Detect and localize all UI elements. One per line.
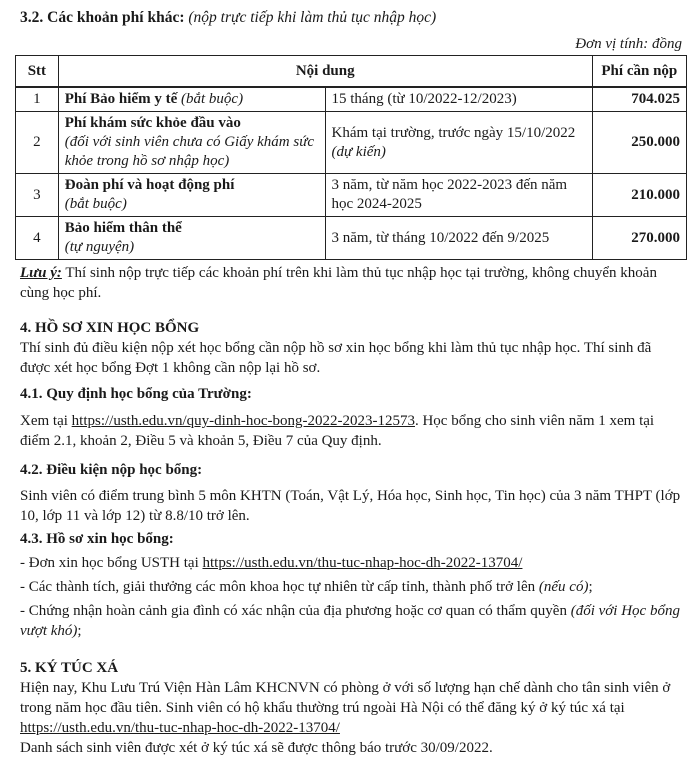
section-5 bbox=[20, 658, 685, 758]
section-4-2-text: Sinh viên có điểm trung bình 5 môn KHTN (Toán, Vật Lý, Hóa học, Sinh học, Tin học) của 3 năm THPT (lớp 10, lớp 11 và lớp 12) từ 8.8/10 trở lên. bbox=[20, 488, 681, 524]
row-name-note: (tự nguyện) bbox=[64, 239, 135, 255]
row-name-cell bbox=[58, 87, 325, 112]
list-item bbox=[20, 577, 685, 597]
row-name-note: (bắt buộc) bbox=[181, 91, 244, 107]
row-name: Phí khám sức khỏe đầu vào bbox=[64, 115, 241, 131]
note-text: Thí sinh nộp trực tiếp các khoản phí trên khi làm thủ tục nhập học tại trường, không chuyển khoản cùng học phí. bbox=[20, 265, 657, 301]
row-fee: 270.000 bbox=[592, 217, 686, 260]
row-fee: 210.000 bbox=[592, 174, 686, 217]
row-desc-cell bbox=[325, 112, 592, 174]
row-name-cell bbox=[58, 112, 325, 174]
section-4-3-title: 4.3. Hồ sơ xin học bổng: bbox=[20, 531, 174, 547]
section-5-text bbox=[20, 678, 685, 738]
section-3-2-subtitle: (nộp trực tiếp khi làm thủ tục nhập học) bbox=[188, 9, 437, 26]
row-desc: 3 năm, từ năm học 2022-2023 đến năm học 2024-2025 bbox=[325, 174, 592, 217]
row-name-note: (đối với sinh viên chưa có Giấy khám sức khỏe trong hồ sơ nhập học) bbox=[64, 134, 315, 169]
row-desc: 3 năm, từ tháng 10/2022 đến 9/2025 bbox=[325, 217, 592, 260]
section-4 bbox=[20, 318, 685, 378]
row-desc-note: (dự kiến) bbox=[331, 143, 386, 160]
section-4-1-title: 4.1. Quy định học bổng của Trường: bbox=[20, 386, 252, 402]
hardship-note: (đối với Học bổng vượt khó) bbox=[20, 603, 680, 639]
achievements-note: (nếu có) bbox=[538, 579, 589, 595]
table-row bbox=[16, 174, 687, 217]
row-name: Đoàn phí và hoạt động phí bbox=[64, 177, 235, 193]
dormitory-link[interactable]: https://usth.edu.vn/thu-tuc-nhap-hoc-dh-2022-13704/ bbox=[20, 720, 340, 736]
section-4-3 bbox=[20, 529, 685, 641]
section-4-title: 4. HỒ SƠ XIN HỌC BỔNG bbox=[20, 320, 200, 336]
row-name: Phí Bảo hiểm y tế bbox=[64, 91, 178, 107]
header-fee: Phí cần nộp bbox=[592, 56, 686, 88]
achievements-end: ; bbox=[588, 579, 593, 595]
section-4-1-suffix: . Học bổng cho sinh viên năm 1 xem tại điểm 2.1, khoản 2, Điều 5 và khoản 5, Điều 7 của Quy định. bbox=[20, 413, 655, 449]
hardship-text: - Chứng nhận hoàn cảnh gia đình có xác nhận của địa phương hoặc cơ quan có thẩm quyền bbox=[20, 603, 571, 619]
note-label: Lưu ý: bbox=[20, 265, 62, 281]
section-4-1-prefix: Xem tại bbox=[20, 413, 72, 429]
application-form-link[interactable]: https://usth.edu.vn/thu-tuc-nhap-hoc-dh-2022-13704/ bbox=[202, 555, 523, 571]
header-content: Nội dung bbox=[58, 56, 592, 88]
row-name-cell bbox=[58, 217, 325, 260]
table-row bbox=[16, 112, 687, 174]
regulation-link[interactable]: https://usth.edu.vn/quy-dinh-hoc-bong-2022-2023-12573 bbox=[71, 413, 415, 429]
fee-table-header bbox=[16, 56, 687, 88]
row-stt: 4 bbox=[16, 217, 59, 260]
unit-label: Đơn vị tính: đồng bbox=[575, 36, 682, 52]
section-5-final: Danh sách sinh viên được xét ở ký túc xá sẽ được thông báo trước 30/09/2022. bbox=[20, 740, 493, 756]
section-3-2-title: 3.2. Các khoản phí khác: bbox=[20, 9, 185, 26]
fee-table bbox=[15, 55, 687, 260]
section-4-1-text bbox=[20, 411, 685, 451]
row-name: Bảo hiểm thân thể bbox=[64, 220, 182, 236]
section-5-title: 5. KÝ TÚC XÁ bbox=[20, 660, 119, 676]
note-paragraph bbox=[20, 263, 685, 303]
row-fee: 250.000 bbox=[592, 112, 686, 174]
section-3-2-heading bbox=[20, 8, 436, 28]
row-name-note: (bắt buộc) bbox=[64, 196, 127, 212]
list-item bbox=[20, 553, 685, 573]
row-stt: 3 bbox=[16, 174, 59, 217]
application-form-prefix: - Đơn xin học bổng USTH tại bbox=[20, 555, 203, 571]
table-row bbox=[16, 217, 687, 260]
section-4-1 bbox=[20, 384, 685, 451]
section-4-text: Thí sinh đủ điều kiện nộp xét học bổng cần nộp hồ sơ xin học bổng khi làm thủ tục nhập học. Thí sinh đã được xét học bổng Đợt 1 không cần nộp lại hồ sơ. bbox=[20, 340, 652, 376]
row-desc: Khám tại trường, trước ngày 15/10/2022 bbox=[331, 124, 576, 141]
row-stt: 1 bbox=[16, 87, 59, 112]
row-fee: 704.025 bbox=[592, 87, 686, 112]
row-name-cell bbox=[58, 174, 325, 217]
section-4-2-title: 4.2. Điều kiện nộp học bổng: bbox=[20, 462, 203, 478]
row-desc: 15 tháng (từ 10/2022-12/2023) bbox=[325, 87, 592, 112]
table-row bbox=[16, 87, 687, 112]
row-stt: 2 bbox=[16, 112, 59, 174]
header-stt: Stt bbox=[16, 56, 59, 88]
dormitory-text: Hiện nay, Khu Lưu Trú Viện Hàn Lâm KHCNVN có phòng ở với số lượng hạn chế dành cho tân sinh viên ở trong năm học đầu tiên. Sinh viên có hộ khẩu thường trú ngoài Hà Nội có thể đăng ký ở ký túc xá tại bbox=[20, 680, 671, 716]
hardship-end: ; bbox=[77, 623, 82, 639]
achievements-text: - Các thành tích, giải thưởng các môn khoa học tự nhiên từ cấp tỉnh, thành phố trở lên bbox=[20, 579, 539, 595]
list-item bbox=[20, 601, 685, 641]
section-4-2 bbox=[20, 460, 685, 526]
